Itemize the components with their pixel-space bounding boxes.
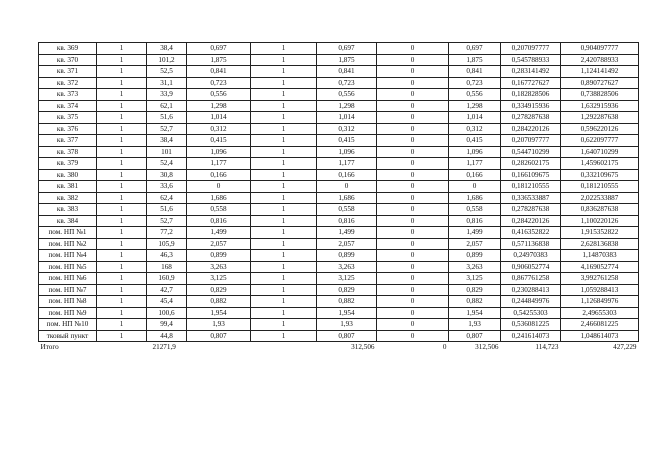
table-cell: 1,048614073 [561,330,639,342]
table-cell: 1 [251,284,317,296]
table-cell: 0,284220126 [501,123,561,135]
table-cell: 0 [377,158,449,170]
table-row [39,192,639,204]
table-cell: 0 [187,181,251,193]
table-cell: 0,166 [187,169,251,181]
row-label: пом. НП №1 [39,227,97,239]
table-cell: 1 [251,204,317,216]
table-row [39,296,639,308]
table-cell: 0,278287638 [501,204,561,216]
row-label: тковый пункт [39,330,97,342]
table-cell: 1,124141492 [561,66,639,78]
table-cell: 1 [97,273,147,285]
table-cell: 1,915352822 [561,227,639,239]
table-cell: 1 [97,261,147,273]
row-label: кв. 379 [39,158,97,170]
table-cell: 1 [97,100,147,112]
table-row [39,77,639,89]
table-cell: 99,4 [147,319,187,331]
table-cell: 0,904097777 [561,43,639,55]
table-cell: 0,336533887 [501,192,561,204]
table-cell: 1,875 [187,54,251,66]
table-cell: 0 [377,284,449,296]
table-cell: 0 [377,112,449,124]
table-cell: 1 [251,319,317,331]
row-label: пом. НП №2 [39,238,97,250]
table-cell: 0,332109675 [561,169,639,181]
row-label: пом. НП №9 [39,307,97,319]
table-cell: 0,415 [449,135,501,147]
table-cell: 1,499 [187,227,251,239]
table-cell: 0,816 [317,215,377,227]
table-cell: 2,057 [187,238,251,250]
table-cell: 1,499 [449,227,501,239]
table-cell: 2,420788933 [561,54,639,66]
table-body [39,43,639,342]
table-cell: 1,954 [187,307,251,319]
table-cell: 0 [449,181,501,193]
row-label: кв. 384 [39,215,97,227]
table-cell: 0,841 [317,66,377,78]
table-cell: 0,816 [187,215,251,227]
total-col5: 312,506 [351,343,375,352]
table-cell: 1,632915936 [561,100,639,112]
row-label: кв. 383 [39,204,97,216]
table-cell: 1,126849976 [561,296,639,308]
table-cell: 1 [251,112,317,124]
table-row [39,112,639,124]
table-cell: 0 [377,192,449,204]
table-cell: 0,882 [317,296,377,308]
table-row [39,169,639,181]
row-label: кв. 374 [39,100,97,112]
table-cell: 1 [251,307,317,319]
table-cell: 46,3 [147,250,187,262]
table-cell: 1,014 [449,112,501,124]
table-cell: 1,100220126 [561,215,639,227]
table-cell: 0,244849976 [501,296,561,308]
table-cell: 0 [377,66,449,78]
table-cell: 0,882 [449,296,501,308]
table-cell: 3,263 [317,261,377,273]
table-cell: 0,836287638 [561,204,639,216]
table-cell: 42,7 [147,284,187,296]
table-cell: 38,4 [147,135,187,147]
table-cell: 1,014 [317,112,377,124]
table-cell: 1 [251,192,317,204]
row-label: пом. НП №8 [39,296,97,308]
table-row [39,123,639,135]
table-cell: 0,841 [449,66,501,78]
table-cell: 2,057 [317,238,377,250]
table-cell: 1 [251,169,317,181]
total-col9: 427,229 [613,343,637,352]
table-cell: 1,93 [317,319,377,331]
table-cell: 0,899 [449,250,501,262]
total-col8: 114,723 [535,343,559,352]
table-cell: 0 [377,307,449,319]
table-cell: 160,9 [147,273,187,285]
table-cell: 4,169052774 [561,261,639,273]
table-cell: 0,284220126 [501,215,561,227]
table-cell: 0,723 [317,77,377,89]
row-label: кв. 382 [39,192,97,204]
table-cell: 0,24970383 [501,250,561,262]
table-cell: 1 [97,227,147,239]
table-cell: 0 [377,261,449,273]
table-cell: 0,829 [317,284,377,296]
table-cell: 1 [251,123,317,135]
table-row [39,181,639,193]
table-cell: 0 [377,100,449,112]
table-cell: 1 [97,296,147,308]
table-cell: 3,263 [187,261,251,273]
table-row [39,100,639,112]
table-cell: 1,298 [317,100,377,112]
table-cell: 1,499 [317,227,377,239]
table-cell: 2,466081225 [561,319,639,331]
row-label: кв. 377 [39,135,97,147]
table-row [39,43,639,55]
table-cell: 2,057 [449,238,501,250]
table-cell: 0 [377,330,449,342]
table-cell: 1,93 [449,319,501,331]
row-label: пом. НП №10 [39,319,97,331]
table-cell: 1 [251,238,317,250]
table-cell: 3,125 [317,273,377,285]
table-cell: 1,059288413 [561,284,639,296]
table-cell: 0 [377,89,449,101]
table-cell: 1,292287638 [561,112,639,124]
data-table [38,42,639,353]
row-label: кв. 380 [39,169,97,181]
table-cell: 1 [97,307,147,319]
table-cell: 3,125 [187,273,251,285]
table-cell: 1 [251,100,317,112]
table-cell: 1,096 [317,146,377,158]
table-cell: 0,807 [317,330,377,342]
table-cell: 0,807 [449,330,501,342]
row-label: пом. НП №4 [39,250,97,262]
table-cell: 0,899 [187,250,251,262]
table-cell: 1,014 [187,112,251,124]
table-cell: 0,596220126 [561,123,639,135]
table-cell: 0 [377,146,449,158]
table-cell: 1 [251,135,317,147]
table-cell: 1,096 [449,146,501,158]
table-cell: 1 [251,146,317,158]
table-cell: 1 [251,227,317,239]
total-col6: 0 [442,343,447,352]
table-cell: 38,4 [147,43,187,55]
table-cell: 1 [97,112,147,124]
table-cell: 1,875 [449,54,501,66]
table-cell: 0,312 [449,123,501,135]
table-cell: 3,263 [449,261,501,273]
table-row [39,89,639,101]
table-row [39,261,639,273]
table-cell: 0,738828506 [561,89,639,101]
table-cell: 1 [251,330,317,342]
table-cell: 33,6 [147,181,187,193]
table-cell: 0,416352822 [501,227,561,239]
table-cell: 1 [97,54,147,66]
table-cell: 1,93 [187,319,251,331]
table-cell: 77,2 [147,227,187,239]
table-cell: 0,841 [187,66,251,78]
row-label: кв. 369 [39,43,97,55]
table-cell: 0,697 [317,43,377,55]
table-row [39,227,639,239]
row-label: пом. НП №5 [39,261,97,273]
table-cell: 0,166109675 [501,169,561,181]
table-cell: 1 [251,158,317,170]
table-cell: 1 [97,158,147,170]
table-cell: 31,1 [147,77,187,89]
total-row [39,342,639,353]
table-cell: 1 [251,181,317,193]
table-cell: 1,686 [187,192,251,204]
table-cell: 0,556 [187,89,251,101]
table-cell: 1 [251,66,317,78]
table-cell: 33,9 [147,89,187,101]
table-cell: 0 [377,227,449,239]
table-cell: 51,6 [147,204,187,216]
table-cell: 3,992761258 [561,273,639,285]
table-cell: 0,723 [449,77,501,89]
table-cell: 1,686 [449,192,501,204]
table-cell: 1 [251,54,317,66]
table-cell: 0,723 [187,77,251,89]
table-cell: 51,6 [147,112,187,124]
table-cell: 0 [377,319,449,331]
table-cell: 1,14870383 [561,250,639,262]
table-cell: 1 [97,284,147,296]
table-cell: 0,182828506 [501,89,561,101]
table-cell: 0 [317,181,377,193]
table-cell: 52,5 [147,66,187,78]
table-cell: 0,697 [449,43,501,55]
table-cell: 1 [251,261,317,273]
table-cell: 0,230288413 [501,284,561,296]
table-cell: 1 [251,296,317,308]
table-cell: 1,954 [449,307,501,319]
table-cell: 168 [147,261,187,273]
table-cell: 1 [97,192,147,204]
table-cell: 1 [97,77,147,89]
table-cell: 1 [97,66,147,78]
table-cell: 1,096 [187,146,251,158]
table-cell: 0,622097777 [561,135,639,147]
table-cell: 0,867761258 [501,273,561,285]
table-row [39,273,639,285]
table-cell: 101 [147,146,187,158]
table-cell: 0,556 [317,89,377,101]
table-cell: 1 [251,89,317,101]
table-cell: 0,906052774 [501,261,561,273]
row-label: кв. 371 [39,66,97,78]
table-cell: 0,882 [187,296,251,308]
table-cell: 0,181210555 [501,181,561,193]
table-row [39,146,639,158]
table-cell: 62,4 [147,192,187,204]
table-row [39,54,639,66]
table-cell: 1 [251,273,317,285]
table-cell: 0 [377,250,449,262]
table-row [39,215,639,227]
table-cell: 1 [97,169,147,181]
total-label: Итого [40,343,59,352]
table-cell: 0,545788933 [501,54,561,66]
table-cell: 1 [97,319,147,331]
table-row [39,204,639,216]
table-cell: 0,282602175 [501,158,561,170]
table-cell: 1 [97,204,147,216]
table-cell: 0,166 [449,169,501,181]
table-cell: 105,9 [147,238,187,250]
table-cell: 30,8 [147,169,187,181]
table-cell: 1 [97,250,147,262]
table-cell: 0 [377,169,449,181]
table-cell: 0,536081225 [501,319,561,331]
table-cell: 0 [377,181,449,193]
table-row [39,284,639,296]
table-cell: 0,312 [317,123,377,135]
table-cell: 0,890727627 [561,77,639,89]
table-cell: 0,829 [187,284,251,296]
table-cell: 0 [377,135,449,147]
row-label: кв. 372 [39,77,97,89]
row-label: кв. 376 [39,123,97,135]
table-cell: 1 [251,250,317,262]
row-label: кв. 381 [39,181,97,193]
table-cell: 0,829 [449,284,501,296]
table-cell: 0 [377,204,449,216]
table-row [39,330,639,342]
total-area: 21271,9 [152,343,176,352]
table-cell: 0,312 [187,123,251,135]
table-cell: 0 [377,54,449,66]
table-cell: 0 [377,43,449,55]
table-cell: 0,207097777 [501,135,561,147]
table-cell: 1 [97,146,147,158]
table-cell: 1,875 [317,54,377,66]
table-cell: 0,415 [317,135,377,147]
row-label: кв. 370 [39,54,97,66]
table-row [39,238,639,250]
table-cell: 2,49655303 [561,307,639,319]
table-cell: 2,022533887 [561,192,639,204]
table-cell: 44,8 [147,330,187,342]
table-cell: 0,899 [317,250,377,262]
table-row [39,135,639,147]
table-row [39,307,639,319]
row-label: кв. 373 [39,89,97,101]
table-row [39,319,639,331]
table-cell: 0,571136838 [501,238,561,250]
table-cell: 2,628136838 [561,238,639,250]
table-cell: 1,177 [317,158,377,170]
table-footer [39,342,639,353]
table-cell: 0,415 [187,135,251,147]
table-cell: 1 [251,215,317,227]
table-cell: 0,558 [317,204,377,216]
table-cell: 1 [97,238,147,250]
table-cell: 0,278287638 [501,112,561,124]
table-cell: 0 [377,123,449,135]
table-cell: 52,7 [147,123,187,135]
table-cell: 1,686 [317,192,377,204]
table-cell: 1 [97,330,147,342]
table-cell: 1 [97,181,147,193]
table-row [39,250,639,262]
table-cell: 0,558 [187,204,251,216]
table-cell: 0,816 [449,215,501,227]
row-label: кв. 378 [39,146,97,158]
table-cell: 0,807 [187,330,251,342]
table-cell: 0,544710299 [501,146,561,158]
table-cell: 1 [97,123,147,135]
total-col7: 312,506 [475,343,499,352]
row-label: пом. НП №6 [39,273,97,285]
table-cell: 0 [377,296,449,308]
table-cell: 0,54255303 [501,307,561,319]
table-cell: 0,181210555 [561,181,639,193]
table-cell: 1 [97,89,147,101]
table-cell: 0,697 [187,43,251,55]
table-cell: 3,125 [449,273,501,285]
table-cell: 62,1 [147,100,187,112]
table-cell: 1,640710299 [561,146,639,158]
table-cell: 45,4 [147,296,187,308]
table-cell: 1 [97,135,147,147]
table-cell: 1,459602175 [561,158,639,170]
table-cell: 1 [251,77,317,89]
table-cell: 101,2 [147,54,187,66]
table-row [39,158,639,170]
table-cell: 100,6 [147,307,187,319]
table-cell: 0,558 [449,204,501,216]
table-cell: 1,177 [449,158,501,170]
table-cell: 0 [377,273,449,285]
row-label: кв. 375 [39,112,97,124]
table-cell: 0,166 [317,169,377,181]
table-cell: 1,298 [187,100,251,112]
table-cell: 1,954 [317,307,377,319]
table-cell: 0 [377,77,449,89]
table-cell: 0,556 [449,89,501,101]
table-cell: 1,298 [449,100,501,112]
row-label: пом. НП №7 [39,284,97,296]
table-cell: 0,241614073 [501,330,561,342]
table-cell: 52,4 [147,158,187,170]
table-cell: 52,7 [147,215,187,227]
table-cell: 0 [377,215,449,227]
table-cell: 1 [251,43,317,55]
table-row [39,66,639,78]
table-cell: 0,207097777 [501,43,561,55]
table-cell: 1 [97,215,147,227]
table-cell: 0,283141492 [501,66,561,78]
table-cell: 0 [377,238,449,250]
table-cell: 0,167727627 [501,77,561,89]
table-cell: 1 [97,43,147,55]
table-cell: 0,334915936 [501,100,561,112]
table-cell: 1,177 [187,158,251,170]
